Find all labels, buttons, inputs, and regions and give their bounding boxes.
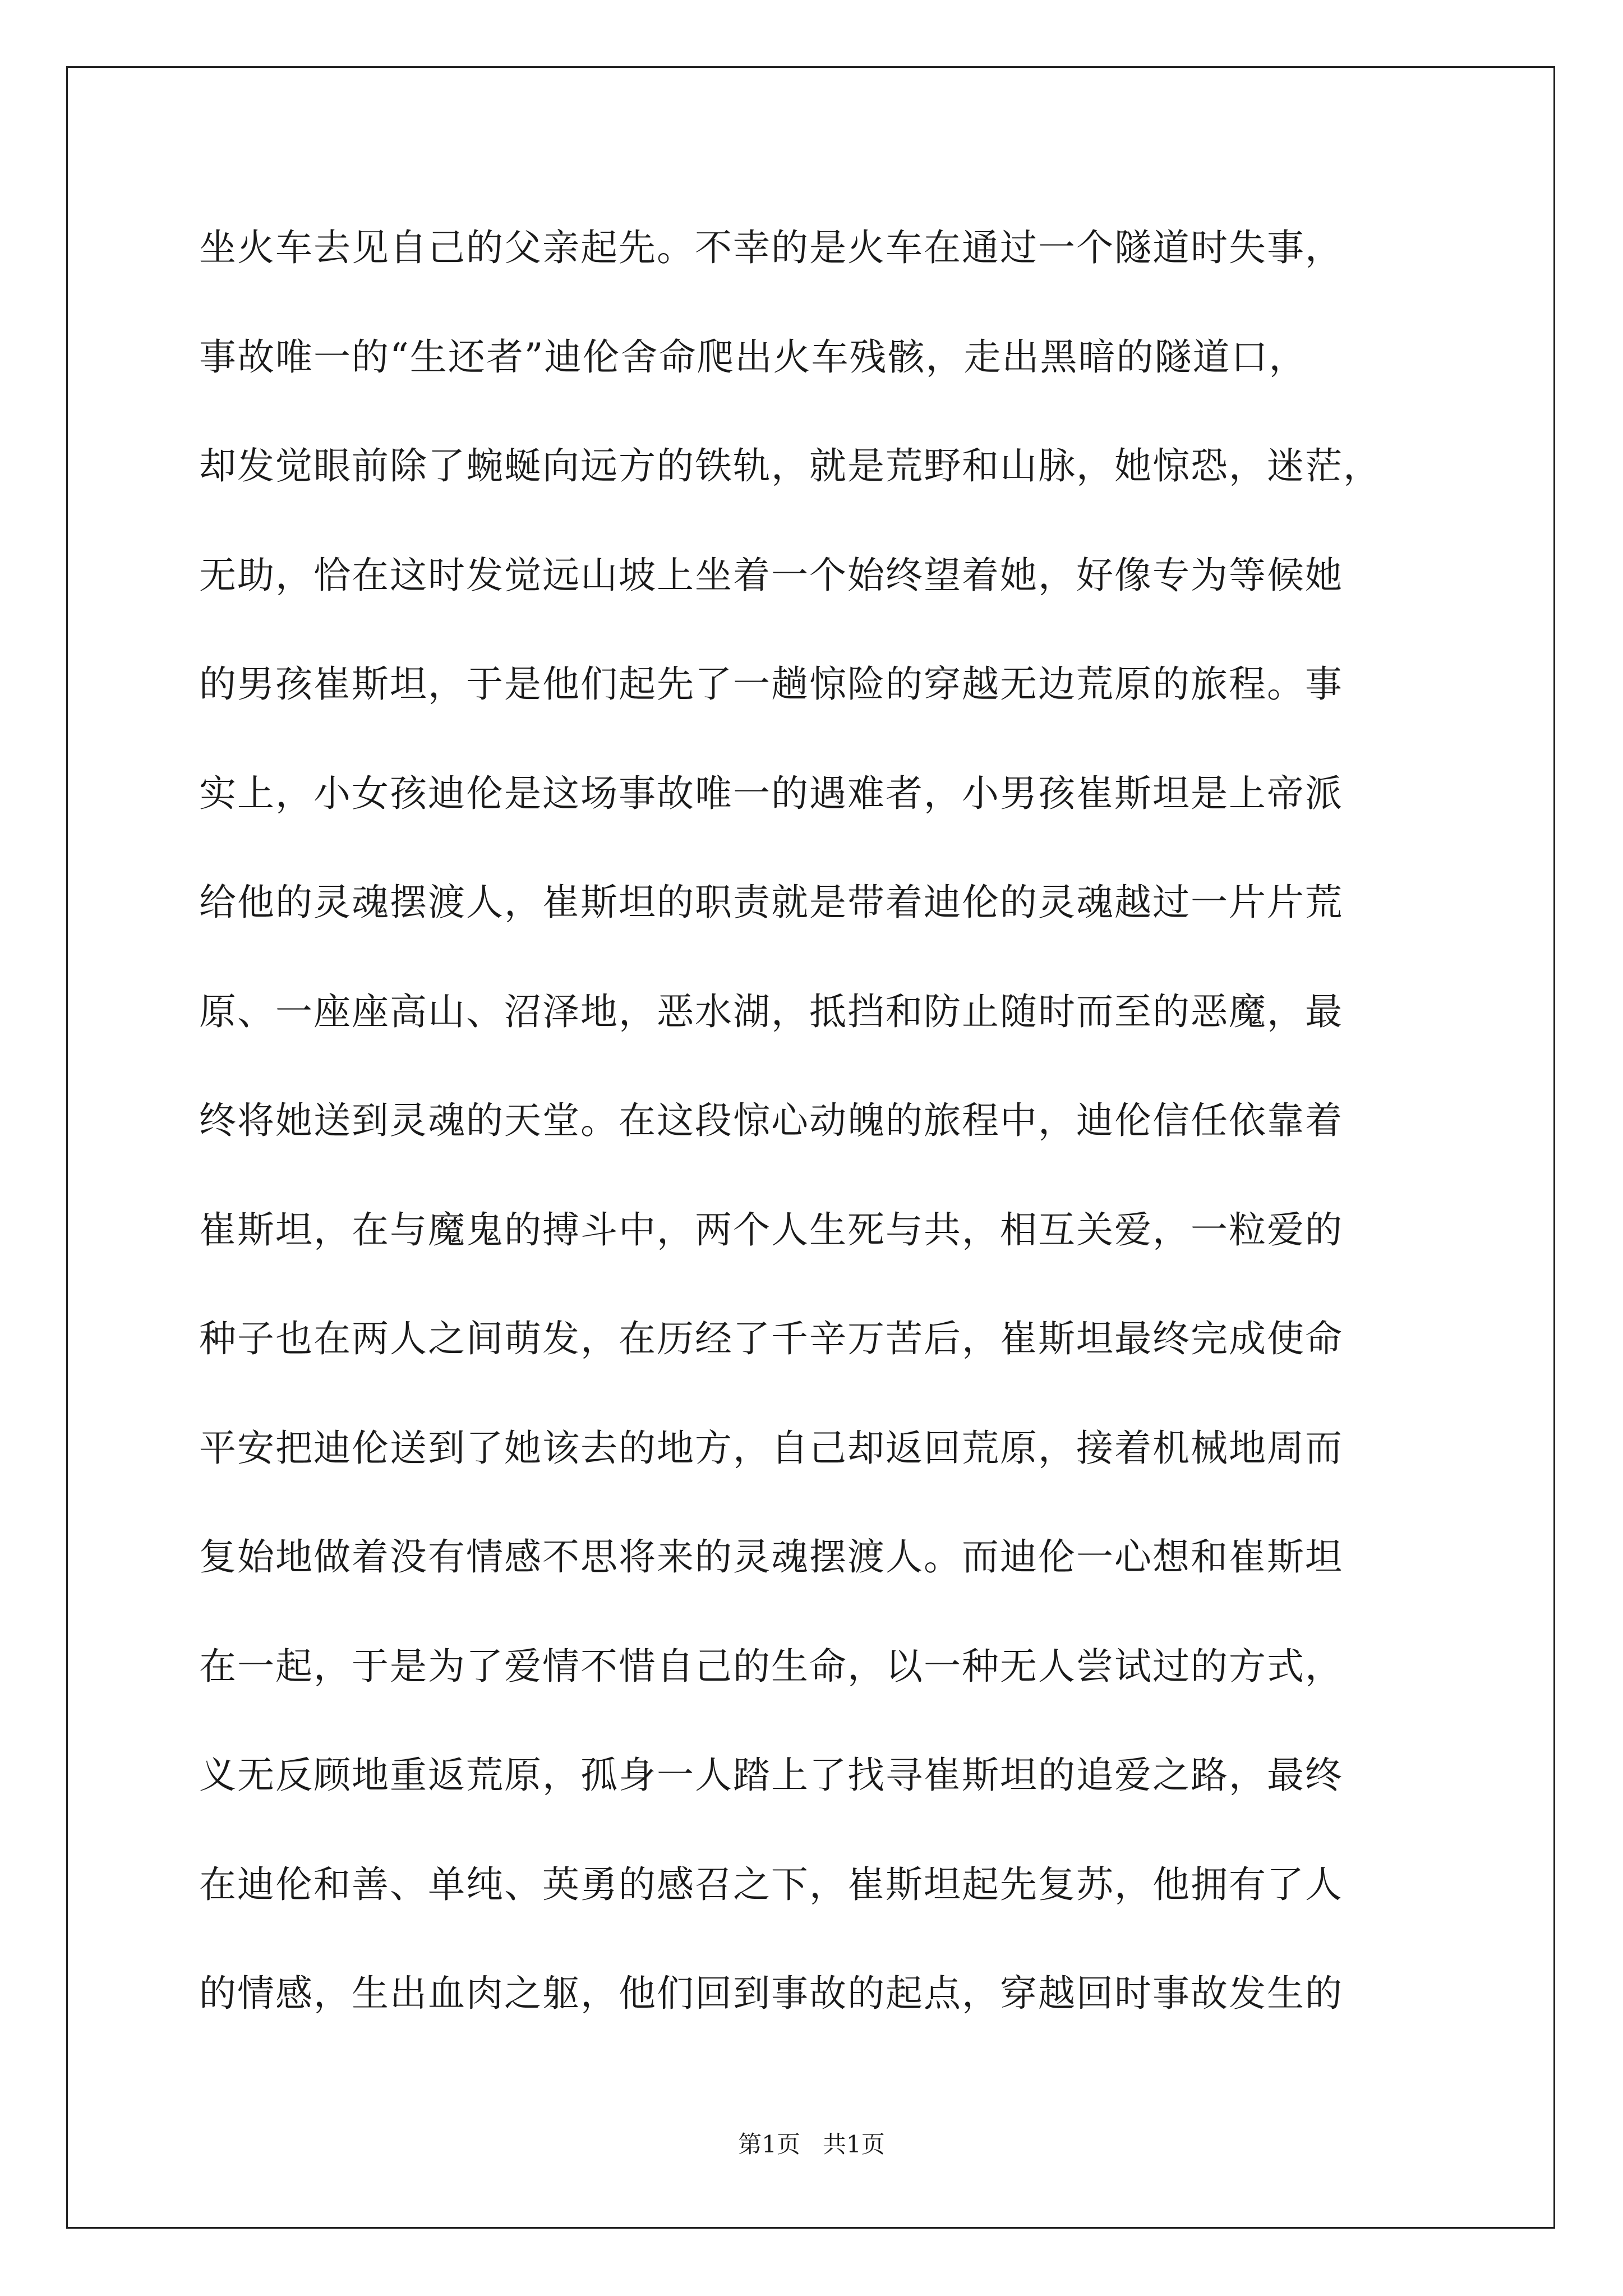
text-line: 实上，小女孩迪伦是这场事故唯一的遇难者，小男孩崔斯坦是上帝派	[199, 771, 1343, 815]
text-line: 平安把迪伦送到了她该去的地方，自己却返回荒原，接着机械地周而	[199, 1426, 1343, 1470]
text-line: 的男孩崔斯坦，于是他们起先了一趟惊险的穿越无边荒原的旅程。事	[199, 662, 1343, 706]
text-line: 在迪伦和善、单纯、英勇的感召之下，崔斯坦起先复苏，他拥有了人	[199, 1862, 1343, 1906]
text-line: 崔斯坦，在与魔鬼的搏斗中，两个人生死与共，相互关爱，一粒爱的	[199, 1208, 1343, 1251]
text-line: 种子也在两人之间萌发，在历经了千辛万苦后，崔斯坦最终完成使命	[199, 1317, 1343, 1360]
text-line: 事故唯一的“生还者”迪伦舍命爬出火车残骸，走出黑暗的隧道口，	[199, 335, 1307, 379]
page-footer: 第1页 共1页	[738, 2131, 885, 2158]
text-line: 却发觉眼前除了蜿蜒向远方的铁轨，就是荒野和山脉，她惊恐，迷茫，	[199, 444, 1381, 487]
text-line: 原、一座座高山、沼泽地，恶水湖，抵挡和防止随时而至的恶魔，最	[199, 990, 1343, 1033]
text-line: 义无反顾地重返荒原，孤身一人踏上了找寻崔斯坦的追爱之路，最终	[199, 1754, 1343, 1797]
text-line: 无助，恰在这时发觉远山坡上坐着一个始终望着她，好像专为等候她	[199, 553, 1343, 597]
text-line: 的情感，生出血肉之躯，他们回到事故的起点，穿越回时事故发生的	[199, 1972, 1343, 2015]
text-line: 复始地做着没有情感不思将来的灵魂摆渡人。而迪伦一心想和崔斯坦	[199, 1535, 1343, 1579]
text-line: 坐火车去见自己的父亲起先。不幸的是火车在通过一个隧道时失事，	[199, 226, 1343, 269]
text-line: 在一起，于是为了爱情不惜自己的生命，以一种无人尝试过的方式，	[199, 1644, 1343, 1688]
body-text	[199, 194, 1458, 2049]
text-line: 给他的灵魂摆渡人，崔斯坦的职责就是带着迪伦的灵魂越过一片片荒	[199, 881, 1343, 924]
text-line: 终将她送到灵魂的天堂。在这段惊心动魄的旅程中，迪伦信任依靠着	[199, 1099, 1343, 1142]
